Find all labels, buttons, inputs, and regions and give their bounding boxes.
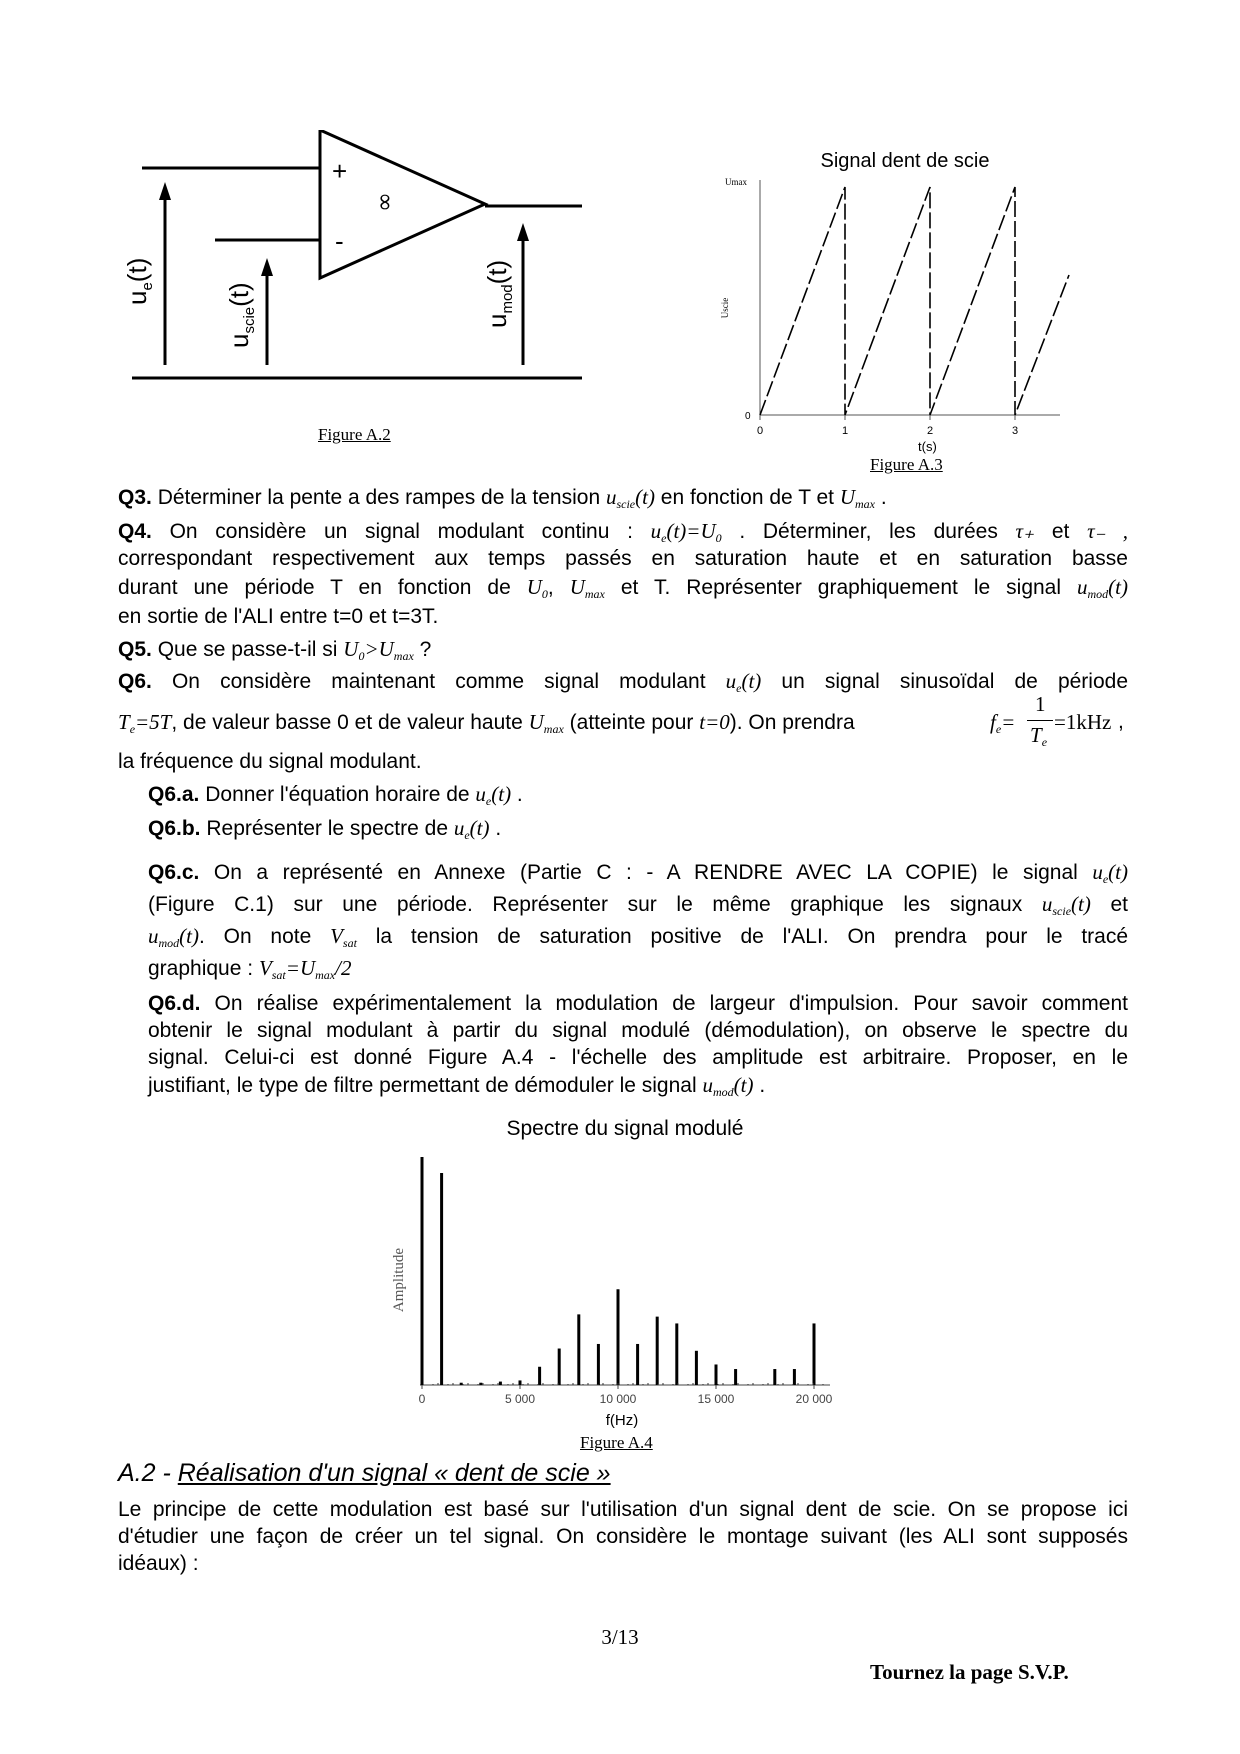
q6c-umod: umod(t) [148, 924, 199, 950]
section-title: Réalisation d'un signal « dent de scie » [177, 1459, 611, 1487]
q6d-umod: umod(t) [702, 1073, 754, 1099]
q6c-uscie: uscie(t) [1041, 892, 1091, 918]
q6-text-d: (atteinte pour [569, 711, 694, 734]
q6-text-c: , de valeur basse 0 et de valeur haute [171, 711, 523, 734]
infinity-gain: ∞ [370, 192, 398, 212]
q4-umod: umod(t) [1077, 575, 1128, 601]
label-umod [482, 260, 516, 328]
question-q6d-line4 [148, 1071, 1128, 1106]
q6b-text: Représenter le spectre de [206, 817, 448, 840]
q4-line3-b: et T. Représenter graphiquement le signal [620, 576, 1062, 599]
chart-title: Spectre du signal modulé [506, 1117, 744, 1140]
question-q6-line2 [118, 708, 1128, 743]
q6-text-b: un signal sinusoïdal de période [781, 670, 1128, 693]
question-q6a [148, 780, 1128, 815]
q6-ue: ue(t) [725, 669, 762, 695]
section-para-line3: idéaux) : [118, 1552, 199, 1575]
q4-eq: ue(t)=U0 [650, 519, 722, 545]
q6a-text: Donner l'équation horaire de [205, 783, 470, 806]
q4-line3-a: durant une période T en fonction de [118, 576, 511, 599]
q6d-line1-text: On réalise expérimentalement la modulation de largeur d'impulsion. Pour savoir comment [214, 992, 1128, 1015]
q4-text-b: . Déterminer, les durées [739, 520, 998, 543]
svg-text:umod(t): $u_{mod}(t)$ [482, 259, 516, 328]
question-q6c-line4 [148, 954, 1128, 989]
q6a-var: ue(t) [475, 782, 512, 808]
arrow-uscie-head [261, 258, 273, 276]
q6b-label: Q6.b. [148, 817, 201, 840]
q4-text-a: On considère un signal modulant continu : [169, 520, 633, 543]
q3-label: Q3. [118, 486, 152, 509]
q6c-vsat: Vsat [330, 924, 357, 950]
x-tick-label: 15 000 [697, 1392, 735, 1406]
chart-y-label: Amplitude [391, 1247, 407, 1313]
question-q4-line2: correspondant respectivement aux temps passés en saturation haute et en saturation basse [118, 547, 1128, 570]
chart-ticks [419, 1385, 833, 1406]
q6c-ue: ue(t) [1092, 860, 1128, 886]
question-q6c-line1 [148, 858, 1128, 893]
q3-end: . [880, 486, 887, 509]
q6c-and: et [1110, 893, 1129, 916]
q5-end: ? [419, 638, 432, 661]
q6c-vsat-eq: Vsat=Umax/2 [258, 956, 352, 982]
figure-a2-caption: Figure A.2 [318, 425, 391, 444]
arrow-umod-head [517, 223, 529, 241]
q6a-label: Q6.a. [148, 783, 200, 806]
x-tick-label: 10 000 [599, 1392, 637, 1406]
figure-a3-title: Signal dent de scie [820, 150, 990, 172]
question-q6d-line1 [148, 990, 1128, 1018]
question-q6-line3: la fréquence du signal modulant. [118, 750, 422, 773]
arrow-ue-head [159, 182, 171, 200]
section-heading [118, 1459, 611, 1488]
q4-tau-plus: τ₊ [1015, 519, 1035, 543]
minus-sign: - [335, 226, 344, 256]
q6d-line4-text: justifiant, le type de filtre permettant de démoduler le signal [148, 1074, 697, 1097]
question-q6d-line2: obtenir le signal modulant à partir du signal modulé (démodulation), on observe le spectre du [148, 1019, 1128, 1042]
q3-uscie: uscie(t) [605, 485, 655, 511]
q6c-text: On a représenté en Annexe (Partie C : - A RENDRE AVEC LA COPIE) le signal [213, 861, 1078, 884]
x-tick-label: 0 [418, 1392, 426, 1406]
q3-text-b: en fonction de T et [660, 486, 834, 509]
q5-eq: U0>Umax [343, 637, 414, 663]
q4-and: et [1051, 520, 1070, 543]
label-ue [122, 258, 156, 305]
q6-text-a: On considère maintenant comme signal modulant [171, 670, 706, 693]
figure-a2-circuit [120, 130, 600, 440]
section-number: A.2 - [118, 1459, 171, 1487]
q4-comma: , [547, 576, 554, 599]
chart-x-label: f(Hz) [605, 1412, 639, 1429]
q6c-line2-text: (Figure C.1) sur une période. Représenter sur le même graphique les signaux [148, 893, 1023, 916]
q6c-line3-b: la tension de saturation positive de l'ALI. On prendra pour le tracé [375, 925, 1129, 948]
sawtooth-y-zero: 0 [745, 411, 751, 422]
x-tick-label: 5 000 [504, 1392, 536, 1406]
x-tick-label: 20 000 [795, 1392, 833, 1406]
x-tick-label: 0 [756, 425, 764, 437]
q5-label: Q5. [118, 638, 152, 661]
svg-text:uscie(t): $u_{scie}(t)$ [224, 282, 258, 348]
question-q3 [118, 483, 1128, 518]
q6d-end: . [759, 1074, 766, 1097]
x-axis-label: t(s) [918, 439, 937, 454]
q3-text: Déterminer la pente a des rampes de la tension [157, 486, 601, 509]
q6a-end: . [516, 783, 523, 806]
sawtooth-signal [760, 187, 1069, 415]
q6c-label: Q6.c. [148, 861, 200, 884]
sawtooth-umax-label: Umax [725, 177, 747, 187]
section-para-line2: d'étudier une façon de créer un tel signal. On considère le montage suivant (les ALI sont supposés [118, 1525, 1128, 1548]
x-tick-label: 1 [841, 425, 849, 437]
sawtooth-y-label: Uscie [720, 297, 730, 319]
q4-tau-minus: τ₋ , [1087, 519, 1129, 543]
turn-page-note: Tournez la page S.V.P. [870, 1660, 1069, 1684]
section-para-line1: Le principe de cette modulation est basé sur l'utilisation d'un signal dent de scie. On se propose ici [118, 1498, 1128, 1521]
question-q6-line1 [118, 667, 1128, 702]
q6c-line3-a: . On note [199, 925, 312, 948]
figure-a3-caption: Figure A.3 [870, 455, 943, 474]
svg-text:ue(t): $u_e(t)$ [122, 257, 156, 305]
question-q4-line4: en sortie de l'ALI entre t=0 et t=3T. [118, 605, 439, 628]
q4-label: Q4. [118, 520, 152, 543]
chart-bars [422, 1157, 823, 1385]
question-q6c-line2 [148, 890, 1128, 925]
q6b-end: . [495, 817, 502, 840]
q3-umax: Umax [839, 485, 876, 511]
label-uscie [224, 282, 258, 348]
q6c-line4-text: graphique : [148, 957, 254, 980]
q5-text: Que se passe-t-il si [157, 638, 338, 661]
question-q6b [148, 814, 1128, 849]
q6-text-e: ). On prendra [729, 711, 855, 734]
q6b-var: ue(t) [453, 816, 490, 842]
q6-umax: Umax [528, 710, 564, 736]
question-q6c-line3 [148, 922, 1128, 957]
page-number: 3/13 [601, 1625, 639, 1649]
x-tick-label: 2 [926, 425, 934, 437]
q4-u0: U0 [526, 575, 548, 601]
figure-a4-spectrum-chart [380, 1115, 860, 1460]
q4-umax: Umax [569, 575, 605, 601]
q6d-label: Q6.d. [148, 992, 201, 1015]
x-tick-label: 3 [1011, 425, 1019, 437]
q6-label: Q6. [118, 670, 152, 693]
q6-t0: t=0 [699, 710, 730, 734]
plus-sign: + [332, 156, 348, 186]
question-q5 [118, 635, 1128, 670]
figure-a4-caption: Figure A.4 [580, 1433, 653, 1452]
q6-te: Te=5T [118, 710, 172, 736]
figure-a3-sawtooth [715, 145, 1075, 455]
question-q6d-line3: signal. Celui-ci est donné Figure A.4 - l'échelle des amplitude est arbitraire. Proposer, en le [148, 1046, 1128, 1069]
opamp-triangle [320, 130, 485, 278]
